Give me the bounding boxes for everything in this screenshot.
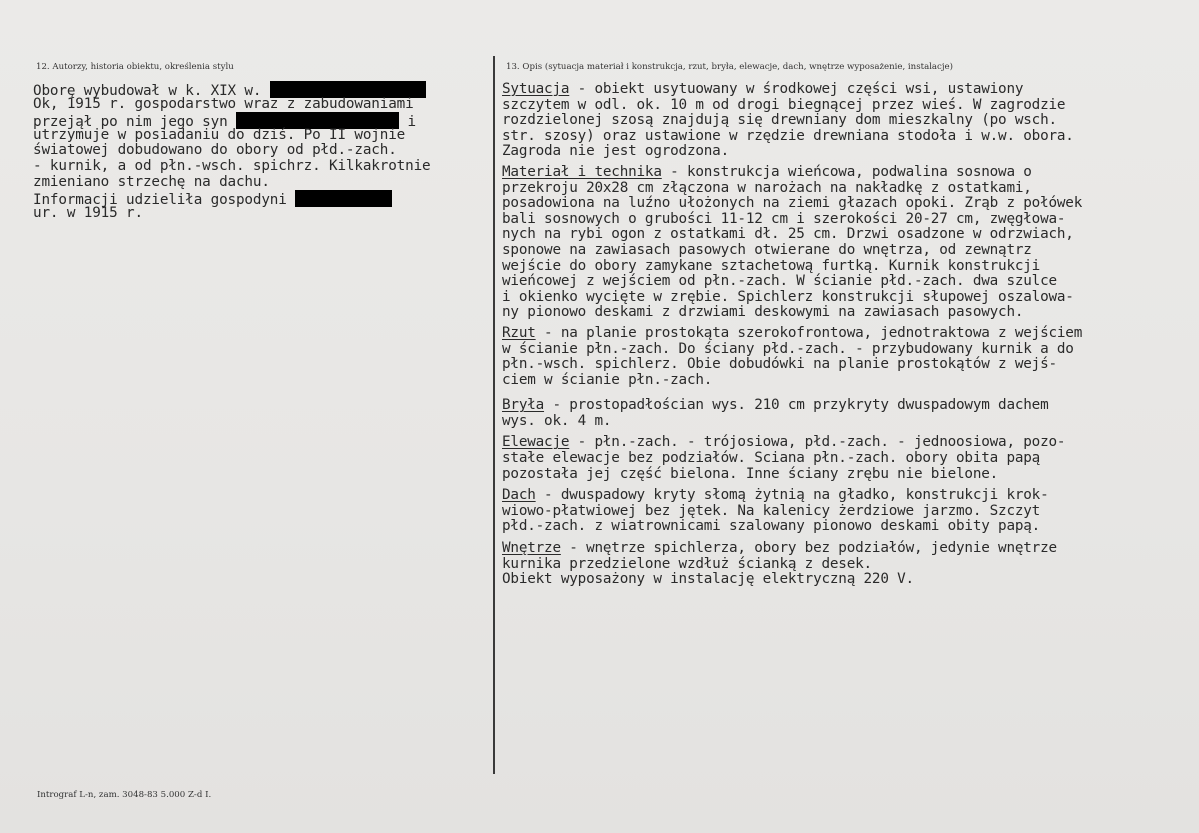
description-line: nych na rybi ogon z ostatkami dł. 25 cm. Drzwi osadzone w odrzwiach,	[502, 226, 1074, 243]
paragraph-wnetrze	[502, 541, 1192, 588]
history-line: Ok, 1915 r. gospodarstwo wraz z zabudowaniami	[33, 95, 414, 112]
description-line: wys. ok. 4 m.	[502, 412, 612, 429]
description-line: Elewacje - płn.-zach. - trójosiowa, płd.-zach. - jednoosiowa, pozo-	[502, 434, 1066, 451]
description-line: Dach - dwuspadowy kryty słomą żytnią na gładko, konstrukcji krok-	[502, 487, 1049, 504]
history-line: utrzymuje w posiadaniu do dziś. Po II wojnie	[33, 126, 406, 143]
description-line: Obiekt wyposażony w instalację elektryczną 220 V.	[502, 571, 914, 588]
description-line: stałe elewacje bez podziałów. Sciana płn.-zach. obory obita papą	[502, 450, 1041, 467]
description-line: rozdzielonej szosą znajdują się drewniany dom mieszkalny (po wsch.	[502, 112, 1057, 129]
description-line: wieńcowej z wejściem od płn.-zach. W ścianie płd.-zach. dwa szulce	[502, 273, 1057, 290]
paragraph-label: Materiał i technika	[502, 163, 662, 180]
description-line: ciem w ścianie płn.-zach.	[502, 371, 713, 388]
history-line: zmieniano strzechę na dachu.	[33, 173, 270, 190]
history-line: przejął po nim jego syn i	[33, 114, 416, 131]
description-line: Zagroda nie jest ogrodzona.	[502, 143, 730, 160]
history-line: - kurnik, a od płn.-wsch. spichrz. Kilkakrotnie	[33, 157, 431, 174]
description-line: wiowo-płatwiowej bez jętek. Na kalenicy żerdziowe jarzmo. Szczyt	[502, 502, 1041, 519]
description-line: w ścianie płn.-zach. Do ściany płd.-zach. - przybudowany kurnik a do	[502, 340, 1074, 357]
history-line: Oborę wybudował w k. XIX w.	[33, 81, 493, 97]
description-line: pozostała jej część bielona. Inne ściany zrębu nie bielone.	[502, 465, 999, 482]
paragraph-label: Rzut	[502, 324, 536, 341]
section-13-header: 13. Opis (sytuacja materiał i konstrukcja, rzut, bryła, elewacje, dach, wnętrze wyposażenie, instalacje)	[506, 62, 953, 72]
description-line: posadowiona na luźno ułożonych na ziemi głazach opoki. Zrąb z połówek	[502, 195, 1083, 212]
paragraph-label: Sytuacja	[502, 81, 570, 97]
paragraph-label: Bryła	[502, 397, 545, 414]
section-12-body	[33, 81, 493, 221]
description-line: płn.-wsch. spichlerz. Obie dobudówki na planie prostokątów z wejś-	[502, 356, 1057, 373]
paragraph-material	[502, 165, 1192, 321]
description-line: Rzut - na planie prostokąta szerokofrontowa, jednotraktowa z wejściem	[502, 324, 1083, 341]
description-line: Sytuacja - obiekt usytuowany w środkowej części wsi, ustawiony	[502, 81, 1024, 97]
description-line: ny pionowo deskami z drzwiami deskowymi na zawiasach pasowych.	[502, 304, 1024, 321]
description-line: szczytem w odl. ok. 10 m od drogi biegnącej przez wieś. W zagrodzie	[502, 96, 1066, 113]
description-line: sponowe na zawiasach pasowych otwierane do wnętrza, od zewnątrz	[502, 241, 1032, 258]
paragraph-label: Elewacje	[502, 434, 570, 451]
paragraph-rzut	[502, 326, 1192, 388]
history-line: ur. w 1915 r.	[33, 204, 143, 221]
description-line: kurnika przedzielone wzdłuż ścianką z desek.	[502, 555, 872, 572]
paragraph-sytuacja	[502, 82, 1192, 160]
description-line: i okienko wycięte w zrębie. Spichlerz konstrukcji słupowej oszalowa-	[502, 288, 1074, 305]
paragraph-bryla	[502, 398, 1192, 429]
description-line: Wnętrze - wnętrze spichlerza, obory bez podziałów, jedynie wnętrze	[502, 540, 1057, 557]
description-line: przekroju 20x28 cm złączona w narożach na nakładkę z ostatkami,	[502, 179, 1032, 196]
description-line: str. szosy) oraz ustawione w rzędzie drewniana stodoła i w.w. obora.	[502, 127, 1074, 144]
paragraph-elewacje	[502, 435, 1192, 482]
section-12-header: 12. Autorzy, historia obiektu, określenia stylu	[36, 62, 234, 72]
redaction-bar	[295, 190, 392, 207]
description-line: Materiał i technika - konstrukcja wieńcowa, podwalina sosnowa o	[502, 163, 1032, 180]
description-line: bali sosnowych o grubości 11-12 cm i szerokości 20-27 cm, zwęgłowa-	[502, 210, 1066, 227]
history-line: światowej dobudowano do obory od płd.-zach.	[33, 142, 397, 159]
column-divider	[493, 56, 495, 774]
description-line: płd.-zach. z wiatrownicami szalowany pionowo deskami obity papą.	[502, 518, 1041, 535]
description-line: Bryła - prostopadłościan wys. 210 cm przykryty dwuspadowym dachem	[502, 397, 1049, 414]
paragraph-label: Dach	[502, 487, 536, 504]
history-line: Informacji udzieliła gospodyni	[33, 190, 493, 206]
printer-imprint: Intrograf L-n, zam. 3048-83 5.000 Z-d I.	[37, 790, 212, 800]
paragraph-label: Wnętrze	[502, 540, 561, 557]
section-13-body	[502, 82, 1192, 593]
paragraph-dach	[502, 488, 1192, 535]
description-line: wejście do obory zamykane sztachetową furtką. Kurnik konstrukcji	[502, 257, 1041, 274]
